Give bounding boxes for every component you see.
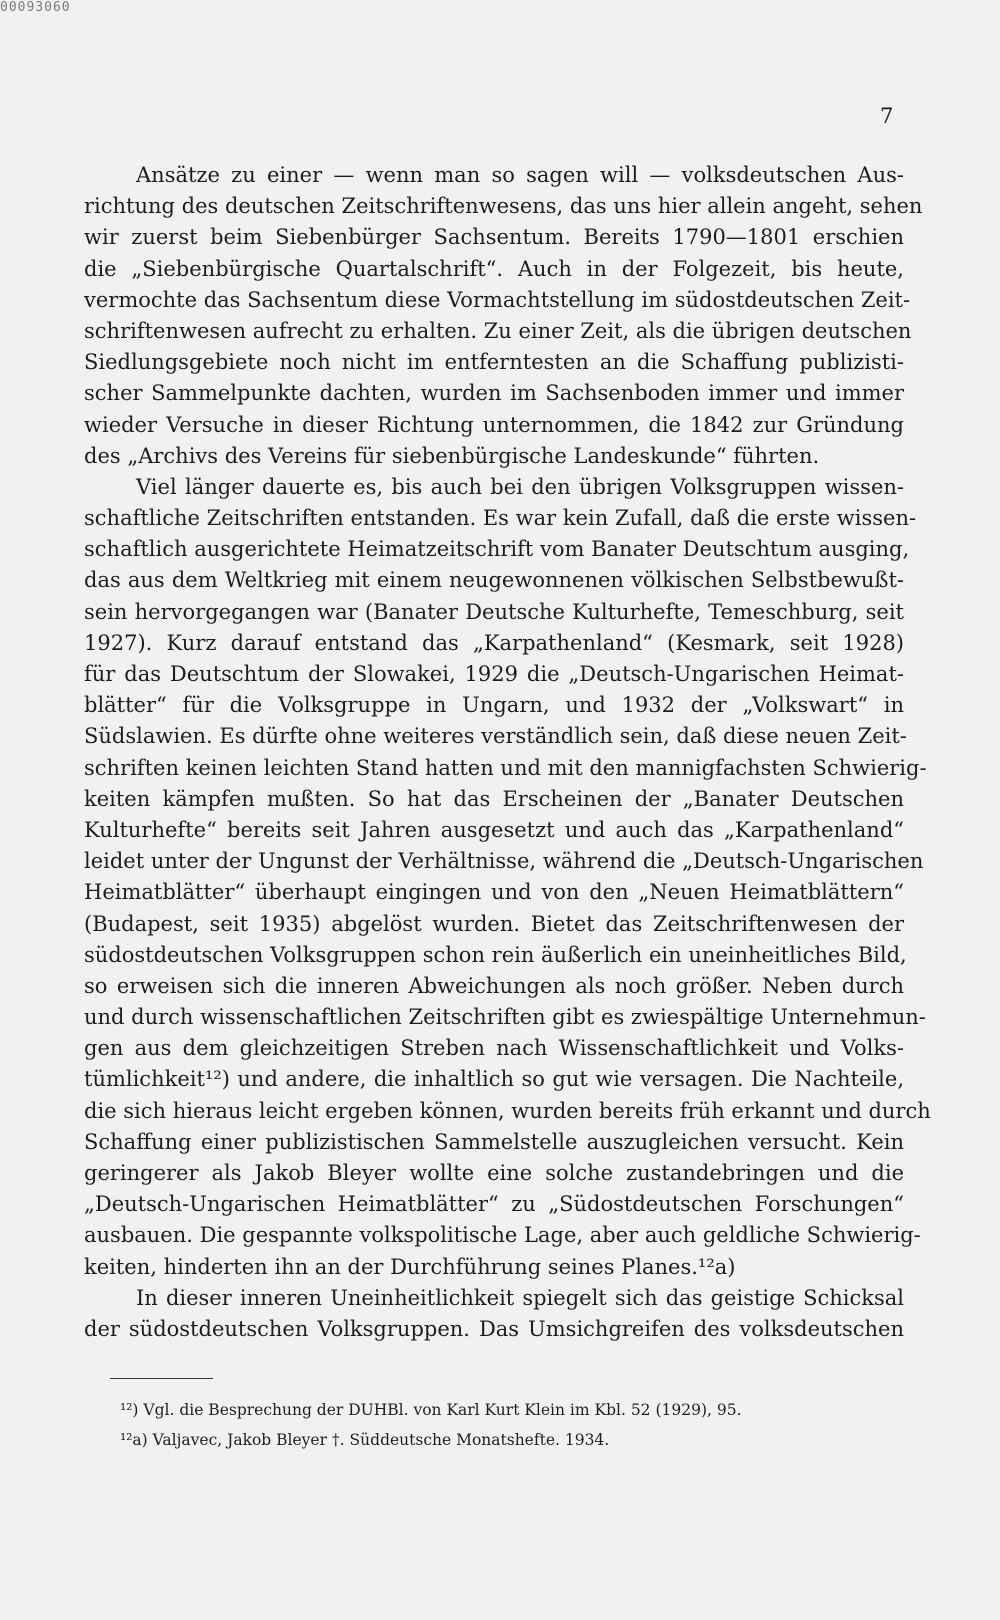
text-line: sein hervorgegangen war (Banater Deutsche Kulturhefte, Temeschburg, seit bbox=[84, 599, 904, 624]
text-line: Viel länger dauerte es, bis auch bei den übrigen Volksgruppen wissen- bbox=[136, 474, 904, 499]
text-line: für das Deutschtum der Slowakei, 1929 die „Deutsch-Ungarischen Heimat- bbox=[84, 662, 904, 686]
text-line: schriftenwesen aufrecht zu erhalten. Zu einer Zeit, als die übrigen deutschen bbox=[84, 318, 912, 343]
text-line: wir zuerst beim Siebenbürger Sachsentum. Bereits 1790—1801 erschien bbox=[84, 225, 904, 250]
text-line: blätter“ für die Volksgruppe in Ungarn, und 1932 der „Volkswart“ in bbox=[84, 693, 904, 718]
text-line: leidet unter der Ungunst der Verhältnisse, während die „Deutsch-Ungarischen bbox=[84, 849, 924, 874]
text-line: 1927). Kurz darauf entstand das „Karpathenland“ (Kesmark, seit 1928) bbox=[84, 630, 904, 655]
text-line: so erweisen sich die inneren Abweichungen als noch größer. Neben durch bbox=[84, 973, 904, 998]
text-line: In dieser inneren Uneinheitlichkeit spiegelt sich das geistige Schicksal bbox=[136, 1285, 904, 1310]
text-line: (Budapest, seit 1935) abgelöst wurden. Bietet das Zeitschriftenwesen der bbox=[84, 911, 904, 936]
text-line: das aus dem Weltkrieg mit einem neugewonnenen völkischen Selbstbewußt- bbox=[84, 568, 904, 593]
text-line: tümlichkeit¹²) und andere, die inhaltlich so gut wie versagen. Die Nachteile, bbox=[84, 1067, 904, 1092]
footnote: ¹²a) Valjavec, Jakob Bleyer †. Süddeutsche Monatshefte. 1934. bbox=[120, 1431, 610, 1449]
footnotes bbox=[120, 1395, 910, 1455]
text-line: geringerer als Jakob Bleyer wollte eine solche zustandebringen und die bbox=[84, 1161, 904, 1185]
footnote: ¹²) Vgl. die Besprechung der DUHBl. von Karl Kurt Klein im Kbl. 52 (1929), 95. bbox=[120, 1401, 742, 1419]
text-line: des „Archivs des Vereins für siebenbürgische Landeskunde“ führten. bbox=[84, 443, 820, 468]
text-line: gen aus dem gleichzeitigen Streben nach Wissenschaftlichkeit und Volks- bbox=[84, 1036, 904, 1061]
footnote-rule bbox=[110, 1378, 213, 1379]
text-line: der südostdeutschen Volksgruppen. Das Umsichgreifen des volksdeutschen bbox=[84, 1316, 904, 1341]
text-line: Schaffung einer publizistischen Sammelstelle auszugleichen versucht. Kein bbox=[84, 1129, 904, 1154]
text-line: scher Sammelpunkte dachten, wurden im Sachsenboden immer und immer bbox=[84, 381, 904, 406]
scan-mark: 00093060 bbox=[0, 0, 71, 15]
text-line: Heimatblätter“ überhaupt eingingen und von den „Neuen Heimatblättern“ bbox=[84, 880, 904, 905]
text-line: wieder Versuche in dieser Richtung unternommen, die 1842 zur Gründung bbox=[84, 412, 904, 437]
text-line: Ansätze zu einer — wenn man so sagen will — volksdeutschen Aus- bbox=[136, 163, 904, 187]
text-line: Kulturhefte“ bereits seit Jahren ausgesetzt und auch das „Karpathenland“ bbox=[84, 817, 904, 842]
text-line: schaftliche Zeitschriften entstanden. Es war kein Zufall, daß die erste wissen- bbox=[84, 506, 917, 531]
text-line: keiten, hinderten ihn an der Durchführung seines Planes.¹²a) bbox=[84, 1254, 736, 1279]
text-line: die sich hieraus leicht ergeben können, wurden bereits früh erkannt und durch bbox=[84, 1098, 931, 1123]
body-text bbox=[84, 160, 931, 1345]
text-line: die „Siebenbürgische Quartalschrift“. Auch in der Folgezeit, bis heute, bbox=[84, 256, 904, 281]
text-line: schaftlich ausgerichtete Heimatzeitschrift vom Banater Deutschtum ausging, bbox=[84, 537, 910, 562]
text-line: vermochte das Sachsentum diese Vormachtstellung im südostdeutschen Zeit- bbox=[84, 287, 911, 312]
text-line: Südslawien. Es dürfte ohne weiteres verständlich sein, daß diese neuen Zeit- bbox=[84, 724, 907, 749]
text-line: „Deutsch-Ungarischen Heimatblätter“ zu „Südostdeutschen Forschungen“ bbox=[84, 1192, 904, 1217]
text-line: schriften keinen leichten Stand hatten und mit den mannigfachsten Schwierig- bbox=[84, 755, 927, 780]
text-line: Siedlungsgebiete noch nicht im entferntesten an die Schaffung publizisti- bbox=[84, 350, 904, 375]
text-line: keiten kämpfen mußten. So hat das Erscheinen der „Banater Deutschen bbox=[84, 786, 904, 811]
page-number: 7 bbox=[880, 104, 894, 128]
text-line: ausbauen. Die gespannte volkspolitische Lage, aber auch geldliche Schwierig- bbox=[84, 1223, 921, 1248]
text-line: und durch wissenschaftlichen Zeitschriften gibt es zwiespältige Unternehmun- bbox=[84, 1005, 926, 1030]
text-line: südostdeutschen Volksgruppen schon rein äußerlich ein uneinheitliches Bild, bbox=[84, 942, 907, 967]
text-line: richtung des deutschen Zeitschriftenwesens, das uns hier allein angeht, sehen bbox=[84, 194, 923, 219]
